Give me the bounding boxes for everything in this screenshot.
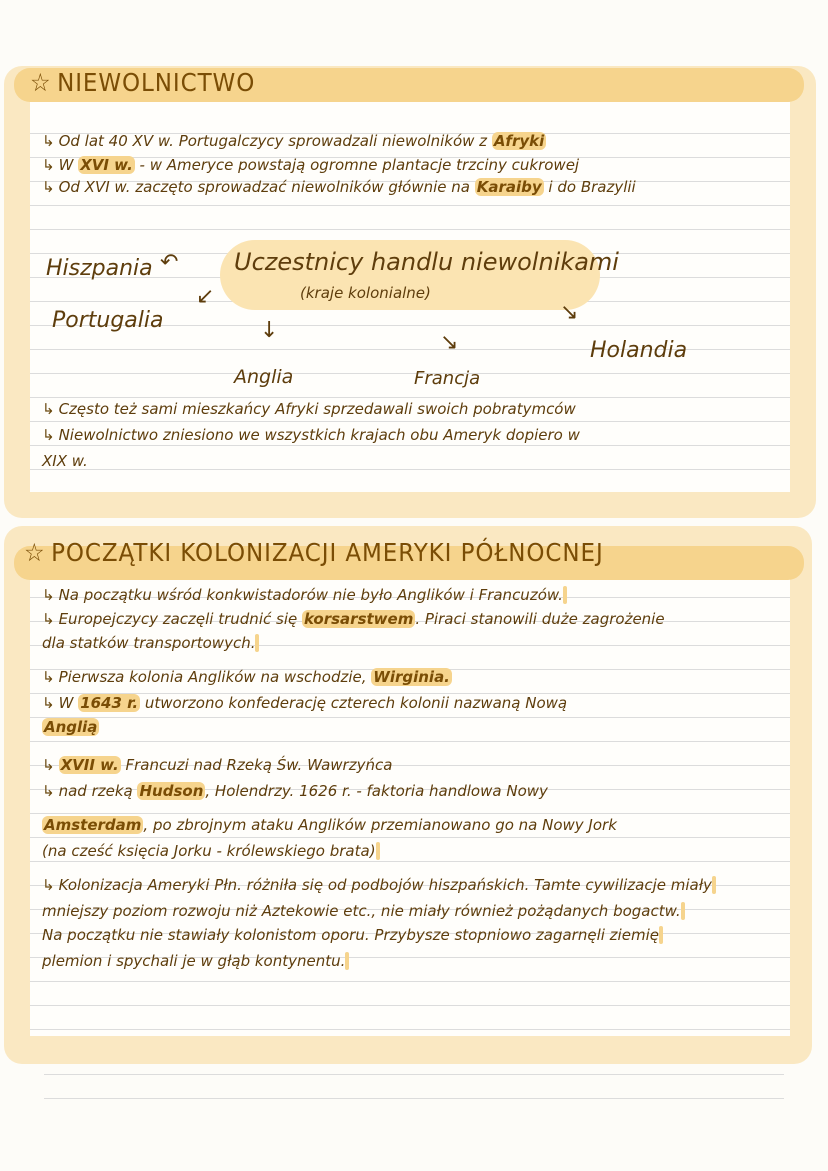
note-text: . Piraci stanowili duże zagrożenie [415, 610, 665, 628]
note-text: Niewolnictwo zniesiono we wszystkich krajach obu Ameryk dopiero w [58, 426, 580, 444]
country-francja: Francja [414, 368, 481, 389]
note-text: Często też sami mieszkańcy Afryki sprzedawali swoich pobratymców [58, 400, 576, 418]
highlighted-term [345, 952, 349, 970]
arrow-icon: ↘ [560, 300, 579, 325]
note-text: Europejczycy zaczęli trudnić się [58, 610, 302, 628]
highlighted-term [255, 634, 259, 652]
arrow-icon: ↳ [42, 586, 55, 604]
arrow-icon: ↳ [42, 782, 55, 800]
note-text: dla statków transportowych. [42, 634, 256, 652]
highlighted-term [681, 902, 685, 920]
note-line [42, 400, 576, 418]
arrow-icon: ↳ [42, 426, 55, 444]
note-line [42, 178, 636, 196]
section1-title [30, 68, 255, 97]
note-text: i do Brazylii [543, 178, 636, 196]
note-text: Pierwsza kolonia Anglików na wschodzie, [58, 668, 372, 686]
highlighted-term: Amsterdam [44, 816, 142, 834]
arrow-icon: ↳ [42, 610, 55, 628]
highlighted-term: Anglią [44, 718, 98, 736]
note-line [42, 902, 685, 920]
highlighted-term: Wirginia. [373, 668, 450, 686]
highlighted-term: XVII w. [60, 756, 119, 774]
note-line [42, 952, 349, 970]
section2-title [24, 538, 604, 567]
note-line [42, 876, 716, 894]
diagram-center: Uczestnicy handlu niewolnikami [234, 248, 619, 276]
note-text: (na cześć księcia Jorku - królewskiego brata) [42, 842, 376, 860]
country-hiszpania: Hiszpania [46, 256, 153, 281]
note-line [42, 926, 663, 944]
note-text: Kolonizacja Ameryki Płn. różniła się od podbojów hiszpańskich. Tamte cywilizacje miały [58, 876, 712, 894]
note-text: Na początku wśród konkwistadorów nie było Anglików i Francuzów. [58, 586, 563, 604]
note-line [42, 132, 546, 150]
note-line [42, 756, 392, 774]
highlighted-term [659, 926, 663, 944]
star-icon: ☆ [30, 68, 52, 97]
note-text: XIX w. [42, 452, 88, 470]
note-line [42, 694, 567, 712]
arrow-icon: ↳ [42, 400, 55, 418]
section1-title-text: NIEWOLNICTWO [57, 68, 256, 97]
note-text: Od XVI w. zaczęto sprowadzać niewolników głównie na [58, 178, 475, 196]
page-rule [44, 1098, 784, 1099]
note-line [42, 634, 259, 652]
note-line [42, 586, 567, 604]
highlighted-term: Karaiby [476, 178, 542, 196]
note-text: W [58, 156, 79, 174]
country-anglia: Anglia [234, 366, 294, 388]
highlighted-term: Afryki [493, 132, 545, 150]
note-line [42, 782, 548, 800]
arrow-icon: ↳ [42, 156, 55, 174]
highlighted-term: 1643 r. [80, 694, 139, 712]
note-line [42, 426, 580, 444]
note-text: - w Ameryce powstają ogromne plantacje trzciny cukrowej [134, 156, 580, 174]
note-line [42, 718, 99, 736]
note-text: utworzono konfederację czterech kolonii nazwaną Nową [140, 694, 568, 712]
arrow-icon: ↳ [42, 876, 55, 894]
page-rule [44, 1074, 784, 1075]
arrow-icon: ↘ [440, 330, 459, 355]
arrow-icon: ↳ [42, 132, 55, 150]
highlighted-term [376, 842, 380, 860]
arrow-icon: ↙ [196, 284, 215, 309]
note-line [42, 842, 380, 860]
arrow-icon: ↳ [42, 694, 55, 712]
country-holandia: Holandia [590, 338, 688, 363]
arrow-icon: ↶ [160, 250, 179, 275]
arrow-icon: ↳ [42, 756, 55, 774]
arrow-icon: ↳ [42, 668, 55, 686]
note-line [42, 156, 579, 174]
highlighted-term: Hudson [139, 782, 204, 800]
note-text: plemion i spychali je w głąb kontynentu. [42, 952, 346, 970]
note-text: Od lat 40 XV w. Portugalczycy sprowadzali niewolników z [58, 132, 492, 150]
section2-title-text: POCZĄTKI KOLONIZACJI AMERYKI PÓŁNOCNEJ [51, 538, 604, 567]
note-text: Na początku nie stawiały kolonistom oporu. Przybysze stopniowo zagarnęli ziemię [42, 926, 659, 944]
note-text: , Holendrzy. 1626 r. - faktoria handlowa Nowy [205, 782, 548, 800]
note-text: , po zbrojnym ataku Anglików przemianowano go na Nowy Jork [143, 816, 617, 834]
highlighted-term [712, 876, 716, 894]
note-text: Francuzi nad Rzeką Św. Wawrzyńca [120, 756, 393, 774]
note-line [42, 610, 665, 628]
arrow-icon: ↓ [260, 318, 279, 343]
note-text: mniejszy poziom rozwoju niż Aztekowie etc., nie miały również pożądanych bogactw. [42, 902, 681, 920]
highlighted-term [563, 586, 567, 604]
note-line [42, 668, 452, 686]
arrow-icon: ↳ [42, 178, 55, 196]
highlighted-term: korsarstwem [303, 610, 414, 628]
country-portugalia: Portugalia [52, 308, 164, 333]
note-text: W [58, 694, 79, 712]
note-line [42, 816, 617, 834]
note-text: nad rzeką [58, 782, 138, 800]
star-icon: ☆ [24, 538, 46, 567]
diagram-subtitle: (kraje kolonialne) [300, 284, 431, 302]
highlighted-term: XVI w. [80, 156, 133, 174]
note-line [42, 452, 88, 470]
